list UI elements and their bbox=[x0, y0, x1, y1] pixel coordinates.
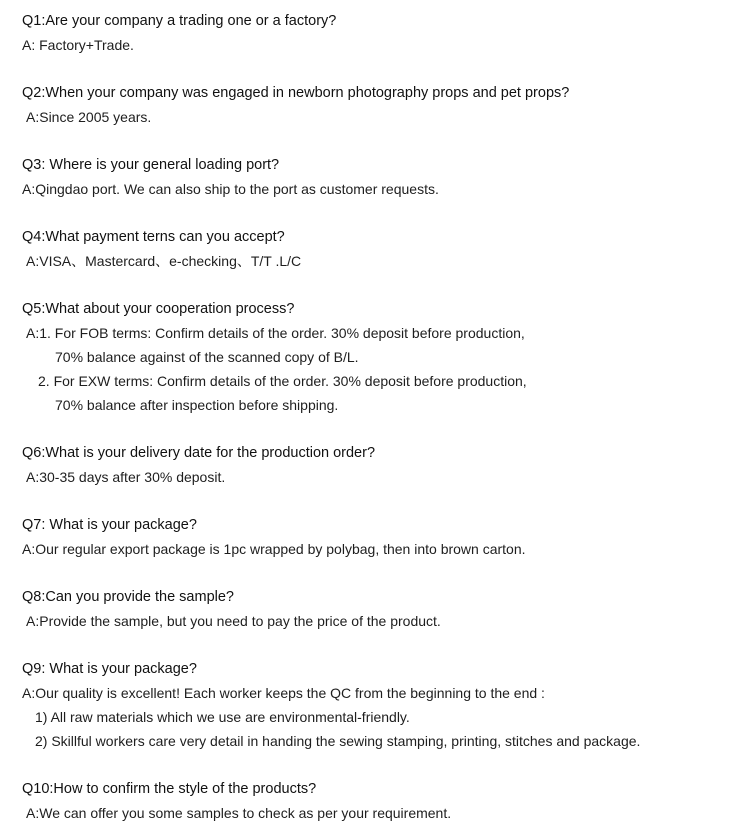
faq-answer-9-line-3: 2) Skillful workers care very detail in handing the sewing stamping, printing, stitches and package. bbox=[35, 733, 641, 749]
faq-answer-5-line-2: 70% balance against of the scanned copy of B/L. bbox=[55, 349, 359, 365]
faq-question-4: Q4:What payment terns can you accept? bbox=[22, 229, 285, 245]
faq-answer-3: A:Qingdao port. We can also ship to the port as customer requests. bbox=[22, 181, 439, 197]
faq-answer-4: A:VISA、Mastercard、e-checking、T/T .L/C bbox=[26, 253, 302, 269]
faq-answer-7: A:Our regular export package is 1pc wrapped by polybag, then into brown carton. bbox=[22, 541, 526, 557]
faq-question-6: Q6:What is your delivery date for the production order? bbox=[22, 445, 376, 461]
faq-answer-5-line-1: A:1. For FOB terms: Confirm details of the order. 30% deposit before production, bbox=[26, 325, 525, 341]
faq-answer-8: A:Provide the sample, but you need to pay the price of the product. bbox=[26, 613, 441, 629]
faq-question-2: Q2:When your company was engaged in newborn photography props and pet props? bbox=[22, 85, 570, 101]
faq-answer-5-line-3: 2. For EXW terms: Confirm details of the order. 30% deposit before production, bbox=[38, 373, 527, 389]
faq-question-8: Q8:Can you provide the sample? bbox=[22, 589, 234, 605]
faq-question-7: Q7: What is your package? bbox=[22, 517, 197, 533]
faq-question-9: Q9: What is your package? bbox=[22, 661, 197, 677]
faq-answer-2: A:Since 2005 years. bbox=[26, 109, 152, 125]
faq-question-5: Q5:What about your cooperation process? bbox=[22, 301, 295, 317]
faq-question-10: Q10:How to confirm the style of the products? bbox=[22, 781, 317, 797]
faq-answer-9-line-2: 1) All raw materials which we use are environmental-friendly. bbox=[35, 709, 410, 725]
faq-answer-6: A:30-35 days after 30% deposit. bbox=[26, 469, 226, 485]
faq-answer-1: A: Factory+Trade. bbox=[22, 37, 134, 53]
faq-answer-10: A:We can offer you some samples to check as per your requirement. bbox=[26, 805, 452, 821]
faq-answer-5-line-4: 70% balance after inspection before shipping. bbox=[55, 397, 339, 413]
faq-question-3: Q3: Where is your general loading port? bbox=[22, 157, 280, 173]
faq-answer-9-line-1: A:Our quality is excellent! Each worker keeps the QC from the beginning to the end : bbox=[22, 685, 545, 701]
faq-question-1: Q1:Are your company a trading one or a factory? bbox=[22, 13, 337, 29]
